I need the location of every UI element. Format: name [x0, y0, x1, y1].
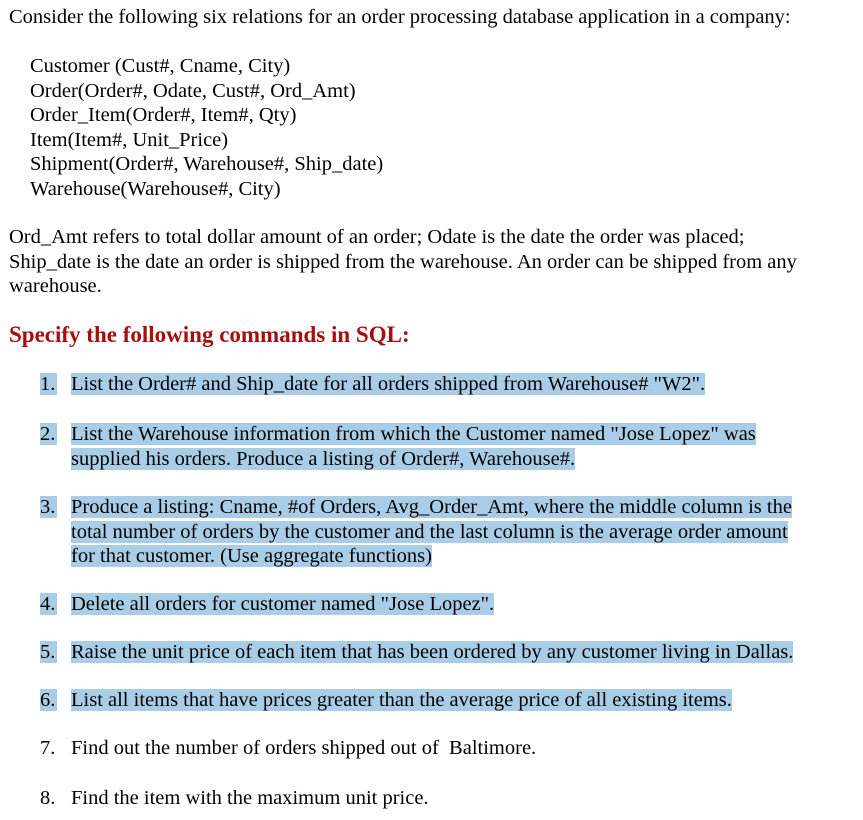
question-number: 1. — [40, 373, 56, 395]
relations-list — [30, 54, 383, 201]
question-text: List the Warehouse information from which the Customer named "Jose Lopez" was supplied his orders. Produce a listing of Order#, Warehouse#. — [71, 423, 756, 470]
relation-item: Item(Item#, Unit_Price) — [30, 128, 229, 151]
question-number: 4. — [40, 593, 56, 615]
relation-order: Order(Order#, Odate, Cust#, Ord_Amt) — [30, 79, 356, 102]
question-text: Produce a listing: Cname, #of Orders, Avg_Order_Amt, where the middle column is the total number of orders by the customer and the last column is the average order amount for that customer. (Use aggregate functions) — [71, 496, 792, 567]
question-number: 8. — [40, 787, 56, 809]
description-line: warehouse. — [9, 275, 102, 297]
question-text: Raise the unit price of each item that has been ordered by any customer living in Dallas. — [71, 641, 794, 663]
question-text: Find the item with the maximum unit price. — [71, 787, 429, 809]
question-number: 7. — [40, 737, 56, 759]
intro-text: Consider the following six relations for an order processing database application in a company: — [9, 6, 791, 28]
question-number: 5. — [40, 641, 56, 663]
relation-order-item: Order_Item(Order#, Item#, Qty) — [30, 104, 297, 126]
description-line: Ord_Amt refers to total dollar amount of an order; Odate is the date the order was placed; — [9, 226, 745, 248]
description-paragraph — [9, 225, 849, 299]
question-number: 6. — [40, 689, 56, 711]
description-line: Ship_date is the date an order is shipped from the warehouse. An order can be shipped from any — [9, 250, 797, 273]
relation-warehouse: Warehouse(Warehouse#, City) — [30, 177, 281, 200]
question-text: Find out the number of orders shipped out of Baltimore. — [71, 737, 537, 759]
question-text: List all items that have prices greater than the average price of all existing items. — [71, 689, 732, 711]
question-text: List the Order# and Ship_date for all orders shipped from Warehouse# "W2". — [71, 373, 706, 395]
relation-shipment: Shipment(Order#, Warehouse#, Ship_date) — [30, 153, 384, 175]
question-number: 2. — [40, 423, 56, 445]
question-number: 3. — [40, 496, 56, 518]
relation-customer: Customer (Cust#, Cname, City) — [30, 55, 291, 77]
question-text: Delete all orders for customer named "Jose Lopez". — [71, 593, 495, 615]
section-heading: Specify the following commands in SQL: — [9, 322, 410, 347]
